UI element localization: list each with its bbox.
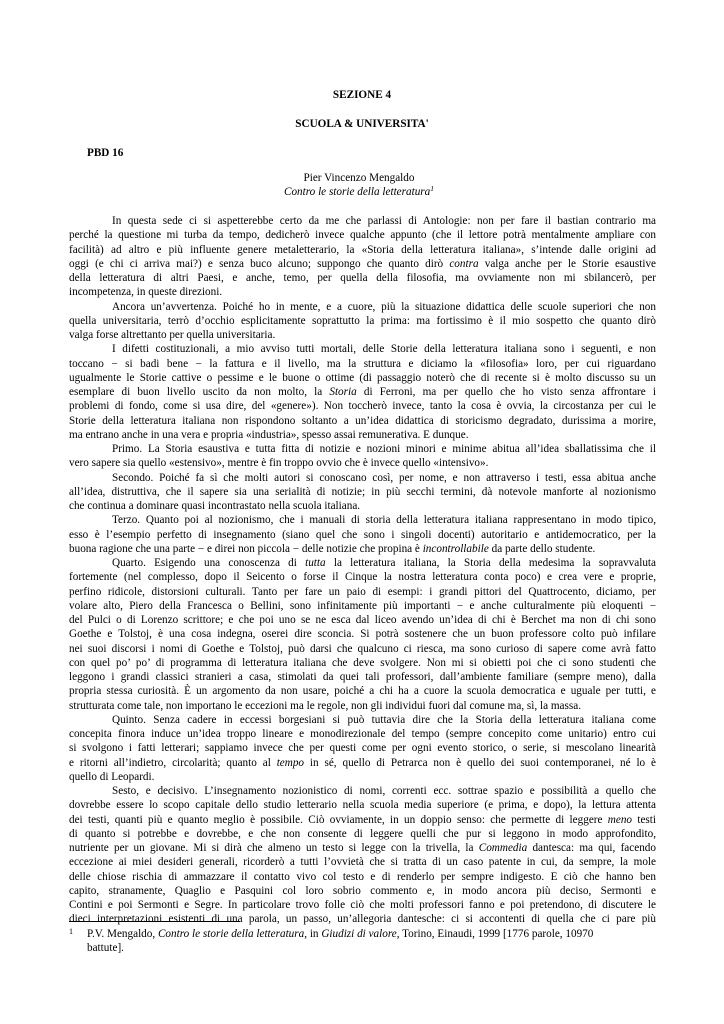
body-line <box>69 399 656 413</box>
body-line <box>69 300 656 314</box>
text-run: , in <box>304 928 322 940</box>
body-line <box>69 656 656 670</box>
italic-text: Contro le storie della letteratura <box>157 928 305 940</box>
body-line <box>69 870 656 884</box>
body-line <box>69 855 656 869</box>
text-run: quella universitaria, terrò d’occhio esplicitamente soprattutto la prima: ma fortissimo è il mio sospetto che quanto dirò <box>69 314 656 327</box>
text-run: testi <box>632 813 656 826</box>
text-run: , Torino, Einaudi, 1999 [1776 parole, 10970 <box>396 928 594 940</box>
text-run: Contini e poi Sermonti e Segre. In particolare trovo folle ciò che molti professori fanno e poi pretendono, di discutere le <box>69 899 656 911</box>
footnote-mark: 1 <box>69 927 73 936</box>
body-line <box>69 271 656 285</box>
footnote-line <box>87 941 657 955</box>
text-run: del Pulci o di Lorenzo scrittore; e che poi uno se ne esca dal liceo avendo un’idea di chi è Berchet ma non di chi sono <box>69 614 656 626</box>
text-run: In questa sede ci si aspetterebbe certo da me che parlassi di Antologie: non per fare il bastian contrario ma <box>112 215 656 227</box>
body-line <box>69 684 656 698</box>
footnote-text <box>87 927 657 955</box>
text-run: buona ragione che una parte − e direi non piccola − delle notizie che propina è <box>69 542 423 555</box>
text-run: perfino ridicole, distorsioni culturali. Tanto per fare un paio di esempi: i grandi pittori del Quattrocento, diciamo, per <box>69 585 656 598</box>
body-line <box>69 912 656 926</box>
text-run: valga forse altrettanto per quella universitaria. <box>69 329 276 341</box>
text-run: volare alto, Piero della Francesca o Bellini, sono infinitamente più importanti − e anche culturalmente più eloquenti − <box>69 599 656 612</box>
text-run: strutturata come tale, non importano le eccezioni ma le regole, non gli individui fuori dal comune ma, sì, la massa. <box>69 699 581 712</box>
text-run: battute]. <box>87 942 124 954</box>
italic-text: contra <box>449 257 479 270</box>
text-run: valga anche per le Storie esaustive <box>478 257 656 270</box>
body-line <box>69 727 656 741</box>
text-run: leggono i grandi classici stranieri a casa, stimolati da quei tali professori, dall’ambiente familiare (sempre meno), dalla <box>69 671 656 683</box>
italic-text: tutta <box>305 557 326 569</box>
body-line <box>69 357 656 371</box>
body-line <box>69 442 656 456</box>
text-run: ma entrano anche in una vera e propria «industria», spesso assai remunerativa. E dunque. <box>69 428 469 441</box>
text-run: fortemente (nel complesso, dopo il Seicento o forse il Cinque la nostra letteratura conta poco) e crea vere e proprie, <box>69 571 656 584</box>
body-line <box>69 741 656 755</box>
text-run: Sesto, e decisivo. L’insegnamento nozionistico di nomi, correnti ecc. sottrae spazio e possibilità a quello che <box>112 785 656 797</box>
section-heading: SEZIONE 4 <box>332 89 392 101</box>
text-run: vero sapere sia quello «estensivo», mentre è fin troppo ovvio che è invece quello «intensivo». <box>69 457 489 470</box>
body-line <box>69 699 656 713</box>
text-run: nei suoi discorsi i nomi di Goethe e Tolstoj, può darsi che qualcuno ci riesca, ma sono curioso di sapere come avrà fatto <box>69 642 656 655</box>
body-line <box>69 884 656 898</box>
body-line <box>69 841 656 855</box>
body-line <box>69 342 656 356</box>
text-run: esso è l’esempio perfetto di insegnamento (siano quel che sono i singoli docenti) autoritario e antidemocratico, per la <box>69 528 656 541</box>
text-run: si svolgono i fatti letterari; sappiamo invece che per questi come per ogni evento storico, o serie, si mescolano linearità <box>69 742 656 755</box>
text-run: ugualmente le Storie cattive o pessime e le buone o ottime (di passaggio noterò che di recente si è molto discusso su un <box>69 371 656 384</box>
text-run: oggi (e chi ci arriva mai?) e senza buco alcuno; suppongo che quanto dirò <box>69 257 450 270</box>
article-body <box>69 214 656 927</box>
text-run: perché la questione mi turba da tempo, dedicherò invece qualche appunto (che il lettore potrà mentalmente ampliare con <box>69 229 656 242</box>
text-run: esemplare di buon livello uscito da non molto, la <box>69 386 330 398</box>
text-run: eccezione ai miei desideri generali, ricorderò a tutti l’ovvietà che si tratta di un caso patente in cui, da sempre, la mole <box>69 856 656 869</box>
body-line <box>69 214 656 228</box>
body-line <box>69 770 656 784</box>
text-run: da parte dello studente. <box>488 542 596 555</box>
text-run: dei testi, quanti più e quanto meglio è possibile. Ciò ovviamente, in un doppio senso: che permette di leggere <box>69 813 608 826</box>
text-run: propria stessa curiosità. È un argomento da non usare, poiché a chi ha a cuore la scuola democratica e uguale per tutti, e <box>69 685 656 698</box>
text-run: di Ferroni, ma per quello che ho visto senza affrontare i <box>356 386 656 398</box>
body-line <box>69 456 656 470</box>
body-line <box>69 613 656 627</box>
body-line <box>69 371 656 385</box>
footnote-divider <box>69 921 240 922</box>
body-line <box>69 542 656 556</box>
document-code: PBD 16 <box>87 147 124 159</box>
body-line <box>69 385 656 399</box>
text-run: Ancora un’avvertenza. Poiché ho in mente, e a cuore, più la situazione didattica delle scuole superiori che non <box>112 300 656 313</box>
body-line <box>69 499 656 513</box>
text-run: nutriente per un giovane. Mi si dirà che almeno un testo si legge con la trivella, la <box>69 842 479 854</box>
text-run: di quanto si potrebbe e dovrebbe, e che non consente di leggere quelli che pur si leggono in modo approfondito, <box>69 827 656 840</box>
body-line <box>69 670 656 684</box>
body-line <box>69 471 656 485</box>
text-run: dovrebbe essere lo scopo capitale dello studio letterario nella scuola media superiore (e prima, e dopo), la lettura attenta <box>69 799 656 812</box>
body-line <box>69 257 656 271</box>
body-line <box>69 228 656 242</box>
text-run: problemi di fondo, come si usa dire, del «genere»). Non toccherò invece, tanto la cosa è ovvia, la circostanza per cui le <box>69 400 656 413</box>
body-line <box>69 627 656 641</box>
italic-text: Storia <box>329 386 357 398</box>
body-line <box>69 528 656 542</box>
body-line <box>69 813 656 827</box>
body-line <box>69 414 656 428</box>
body-line <box>69 756 656 770</box>
text-run: capito, stranamente, Quaglio e Pasquini col loro sobrio commento e, in modo ancora più deciso, Sermonti e <box>69 884 656 897</box>
text-run: Secondo. Poiché fa sì che molti autori si conoscano così, per nome, e non attraverso i testi, essa abitua anche <box>112 471 656 484</box>
section-subtitle: SCUOLA & UNIVERSITA' <box>295 118 429 130</box>
text-run: la letteratura italiana, la Storia della medesima la sopravvaluta <box>325 557 656 569</box>
text-run: con quel po’ po’ di programma di letteratura italiana che deve svolgere. Non mi si obietti poi che ci sono studenti che <box>69 656 656 669</box>
body-line <box>69 798 656 812</box>
text-run: e ritorni all’indietro, circolarità; quanto al <box>69 756 277 769</box>
body-line <box>69 314 656 328</box>
body-line <box>69 898 656 912</box>
italic-text: Commedia <box>478 842 528 854</box>
body-line <box>69 713 656 727</box>
text-run: delle chiose rischia di ammazzare il contatto vivo col testo e di renderlo per sempre indigesto. E ciò che hanno ben <box>69 870 656 883</box>
footnote-line <box>87 927 657 941</box>
text-run: Terzo. Quanto poi al nozionismo, che i manuali di storia della letteratura italiana rappresentano in modo tipico, <box>112 514 656 527</box>
text-run: della letteratura di altri Paesi, e anche, temo, per quella della filosofia, ma ovviamente non mi sbilancerò, per <box>69 272 656 284</box>
text-run: I difetti costituzionali, a mio avviso tutti mortali, delle Storie della letteratura italiana sono i seguenti, e non <box>112 343 656 356</box>
text-run: dantesca: ma qui, facendo <box>527 842 656 854</box>
text-run: all’idea, distruttiva, che il sapere sia una serialità di notizie; in più secchi termini, dà notevole manforte al nozionismo <box>69 485 656 498</box>
footnote-reference: 1 <box>430 184 434 193</box>
text-run: concepita finora induce un’idea troppo lineare e monodirezionale del tempo (sempre concepito come unitario) entro cui <box>69 728 656 740</box>
work-title-text: Contro le storie della letteratura <box>283 186 431 198</box>
italic-text: tempo <box>276 756 305 769</box>
body-line <box>69 485 656 499</box>
body-line <box>69 599 656 613</box>
body-line <box>69 328 656 342</box>
text-run: Storie della letteratura italiana non rispondono soltanto a un’idea didattica di storicismo degradato, durissima a morire, <box>69 414 656 427</box>
text-run: che continua a dominare quasi incontrastato nella scuola italiana. <box>69 500 361 512</box>
body-line <box>69 585 656 599</box>
text-run: incompetenza, in queste direzioni. <box>69 286 223 299</box>
body-line <box>69 556 656 570</box>
body-line <box>69 784 656 798</box>
italic-text: Giudizi di valore <box>321 928 397 940</box>
text-run: Quinto. Senza cadere in eccessi borgesiani si può tuttavia dire che la Storia della letteratura italiana come <box>112 713 656 726</box>
body-line <box>69 285 656 299</box>
italic-text: meno <box>607 813 633 826</box>
text-run: Quarto. Esigendo una conoscenza di <box>112 557 306 569</box>
body-line <box>69 642 656 656</box>
text-run: P.V. Mengaldo, <box>87 928 158 940</box>
author-name: Pier Vincenzo Mengaldo <box>303 172 415 184</box>
body-line <box>69 827 656 841</box>
text-run: dieci interpretazioni esistenti di una parola, un passo, un’allegoria dantesche: ci si accontenti di quella che ci pare più <box>69 913 656 926</box>
italic-text: incontrollabile <box>422 542 489 555</box>
work-title <box>274 185 444 199</box>
text-run: toccano − si badi bene − la fattura e il livello, ma la struttura e diciamo la «filosofia» loro, per cui riguardano <box>69 357 656 370</box>
text-run: Goethe e Tolstoj, è una cosa indegna, oserei dire sconcia. Si potrà sostenere che un buon professore colto può infilare <box>69 628 656 641</box>
body-line <box>69 570 656 584</box>
text-run: facilità) ad altro e più influente genere metaletterario, la «Storia della letteratura italiana», s’intende dalle origini ad <box>69 243 656 256</box>
body-line <box>69 428 656 442</box>
text-run: in sé, quello di Petrarca non è quello dei suoi contemporanei, né lo è <box>304 756 656 769</box>
body-line <box>69 513 656 527</box>
body-line <box>69 243 656 257</box>
text-run: quello di Leopardi. <box>69 770 155 783</box>
text-run: Primo. La Storia esaustiva e tutta fitta di notizie e nozioni minori e minime abitua all’idea sballatissima che il <box>112 443 656 455</box>
